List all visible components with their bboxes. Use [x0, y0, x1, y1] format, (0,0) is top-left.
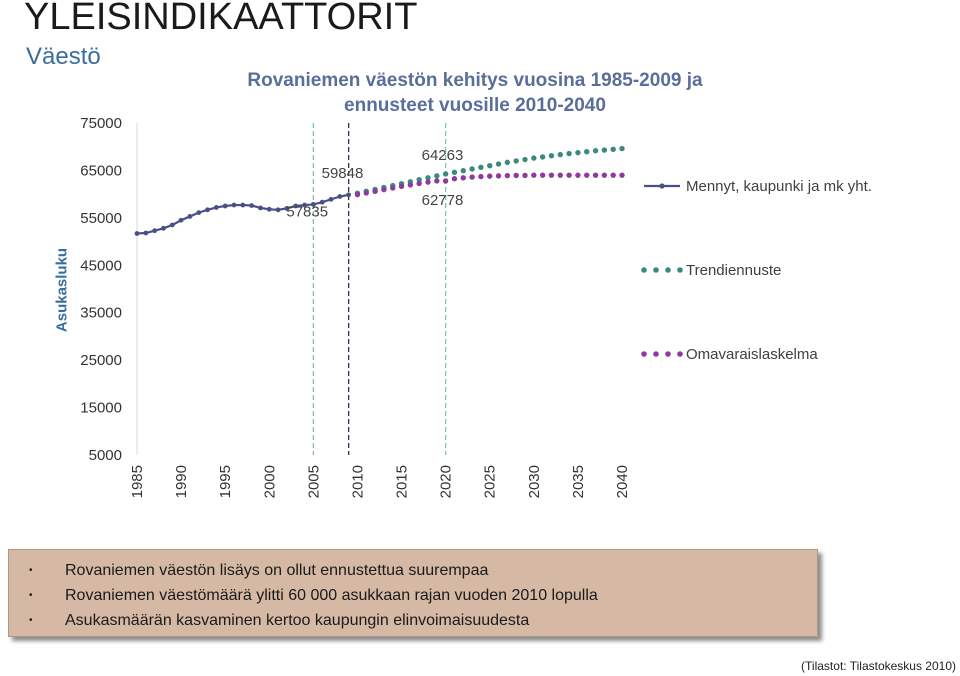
data-point — [461, 168, 466, 173]
data-point — [232, 203, 237, 208]
data-point — [566, 151, 571, 156]
legend-swatch-dot — [653, 267, 659, 273]
data-point — [364, 190, 369, 195]
note-item — [25, 583, 817, 608]
data-point — [566, 172, 571, 177]
data-point — [214, 205, 219, 210]
x-tick-label: 1995 — [217, 465, 235, 499]
data-point — [469, 174, 474, 179]
data-point — [249, 203, 254, 208]
data-label: 64263 — [421, 146, 464, 164]
x-tick-label: 2000 — [261, 465, 279, 499]
y-tick-label: 75000 — [80, 115, 122, 132]
note-text: Asukasmäärän kasvaminen kertoo kaupungin elinvoimaisuudesta — [65, 612, 530, 629]
data-point — [372, 189, 377, 194]
data-point — [619, 172, 624, 177]
data-label: 62778 — [421, 191, 464, 209]
legend-swatch-dot — [653, 351, 659, 357]
data-point — [496, 161, 501, 166]
y-tick-label: 25000 — [80, 352, 122, 370]
y-axis-label: Asukasluku — [53, 247, 71, 333]
x-tick-label: 2035 — [569, 465, 587, 499]
data-point — [469, 166, 474, 171]
y-tick-label: 35000 — [80, 304, 122, 322]
legend-swatch-dot — [677, 351, 683, 357]
data-point — [558, 172, 563, 177]
data-point — [478, 165, 483, 170]
legend-swatch-marker — [659, 183, 664, 188]
data-point — [549, 172, 554, 177]
x-tick-label: 2030 — [525, 465, 543, 499]
data-point — [425, 179, 430, 184]
data-point — [390, 185, 395, 190]
data-point — [355, 192, 360, 197]
legend-swatch-dot — [665, 351, 671, 357]
data-point — [549, 153, 554, 158]
y-tick-label: 65000 — [80, 162, 122, 180]
page-title: YLEISINDIKAATTORIT — [24, 0, 418, 38]
data-point — [496, 173, 501, 178]
data-point — [346, 192, 351, 197]
data-point — [161, 226, 166, 231]
data-point — [558, 152, 563, 157]
data-point — [584, 149, 589, 154]
data-point — [258, 205, 263, 210]
data-point — [143, 231, 148, 236]
x-tick-label: 1990 — [173, 465, 191, 499]
x-tick-label: 2020 — [437, 465, 455, 499]
data-point — [240, 203, 245, 208]
note-text: Rovaniemen väestön lisäys on ollut ennustettua suurempaa — [65, 562, 489, 579]
data-point — [452, 170, 457, 175]
data-point — [531, 155, 536, 160]
y-tick-label: 55000 — [80, 209, 122, 227]
data-point — [434, 173, 439, 178]
data-point — [452, 176, 457, 181]
data-point — [170, 223, 175, 228]
data-point — [223, 204, 228, 209]
data-point — [461, 175, 466, 180]
legend-label: Trendiennuste — [686, 262, 782, 279]
note-item — [25, 608, 817, 633]
data-point — [196, 210, 201, 215]
x-tick-label: 2025 — [481, 465, 499, 499]
data-point — [434, 178, 439, 183]
x-tick-label: 2010 — [349, 465, 367, 499]
data-point — [610, 147, 615, 152]
data-point — [513, 173, 518, 178]
data-point — [487, 163, 492, 168]
note-text: Rovaniemen väestömäärä ylitti 60 000 asukkaan rajan vuoden 2010 lopulla — [65, 587, 598, 604]
data-point — [416, 181, 421, 186]
data-point — [329, 197, 334, 202]
y-tick-label: 5000 — [88, 447, 122, 464]
page-subtitle: Väestö — [26, 43, 101, 70]
bullet-icon: • — [29, 565, 33, 576]
data-point — [619, 146, 624, 151]
data-point — [593, 172, 598, 177]
data-point — [575, 150, 580, 155]
chart-series — [135, 146, 625, 236]
data-point — [575, 172, 580, 177]
data-point — [602, 172, 607, 177]
data-point — [540, 172, 545, 177]
bullet-icon: • — [29, 590, 33, 601]
source-note: (Tilastot: Tilastokeskus 2010) — [801, 659, 956, 673]
note-item — [25, 558, 817, 583]
legend-swatch-dot — [677, 267, 683, 273]
chart-legend — [641, 178, 872, 363]
legend-swatch-dot — [641, 267, 647, 273]
data-point — [443, 178, 448, 183]
data-point — [478, 174, 483, 179]
y-tick-label: 15000 — [80, 399, 122, 417]
data-point — [276, 207, 281, 212]
legend-item — [641, 262, 781, 279]
chart-title-line-2: ennusteet vuosille 2010-2040 — [344, 95, 606, 116]
data-label: 57835 — [286, 203, 329, 221]
data-point — [337, 194, 342, 199]
legend-item — [644, 178, 872, 195]
bullet-icon: • — [29, 615, 33, 626]
x-tick-label: 2040 — [614, 465, 631, 499]
data-point — [487, 173, 492, 178]
data-point — [505, 173, 510, 178]
data-point — [408, 182, 413, 187]
x-tick-label: 2015 — [393, 465, 411, 499]
legend-label: Mennyt, kaupunki ja mk yht. — [686, 178, 872, 195]
legend-swatch-dot — [641, 351, 647, 357]
legend-item — [641, 346, 818, 363]
data-point — [540, 154, 545, 159]
data-point — [602, 147, 607, 152]
data-point — [135, 231, 140, 236]
data-point — [399, 184, 404, 189]
x-tick-label: 1985 — [129, 465, 146, 499]
data-point — [188, 214, 193, 219]
data-point — [267, 207, 272, 212]
y-tick-label: 45000 — [80, 257, 122, 275]
data-point — [505, 160, 510, 165]
data-point — [152, 228, 157, 233]
data-label: 59848 — [321, 164, 364, 182]
notes-box — [8, 549, 818, 637]
notes-list — [9, 550, 817, 633]
data-point — [443, 171, 448, 176]
legend-swatch-dot — [665, 267, 671, 273]
data-point — [513, 158, 518, 163]
data-point — [179, 218, 184, 223]
data-point — [593, 148, 598, 153]
data-point — [205, 207, 210, 212]
legend-label: Omavaraislaskelma — [686, 346, 818, 363]
data-point — [610, 172, 615, 177]
data-point — [531, 172, 536, 177]
data-point — [381, 187, 386, 192]
data-point — [522, 157, 527, 162]
data-point — [584, 172, 589, 177]
x-tick-label: 2005 — [305, 465, 323, 499]
data-point — [522, 173, 527, 178]
chart-title-line-1: Rovaniemen väestön kehitys vuosina 1985-2009 ja — [247, 70, 703, 91]
